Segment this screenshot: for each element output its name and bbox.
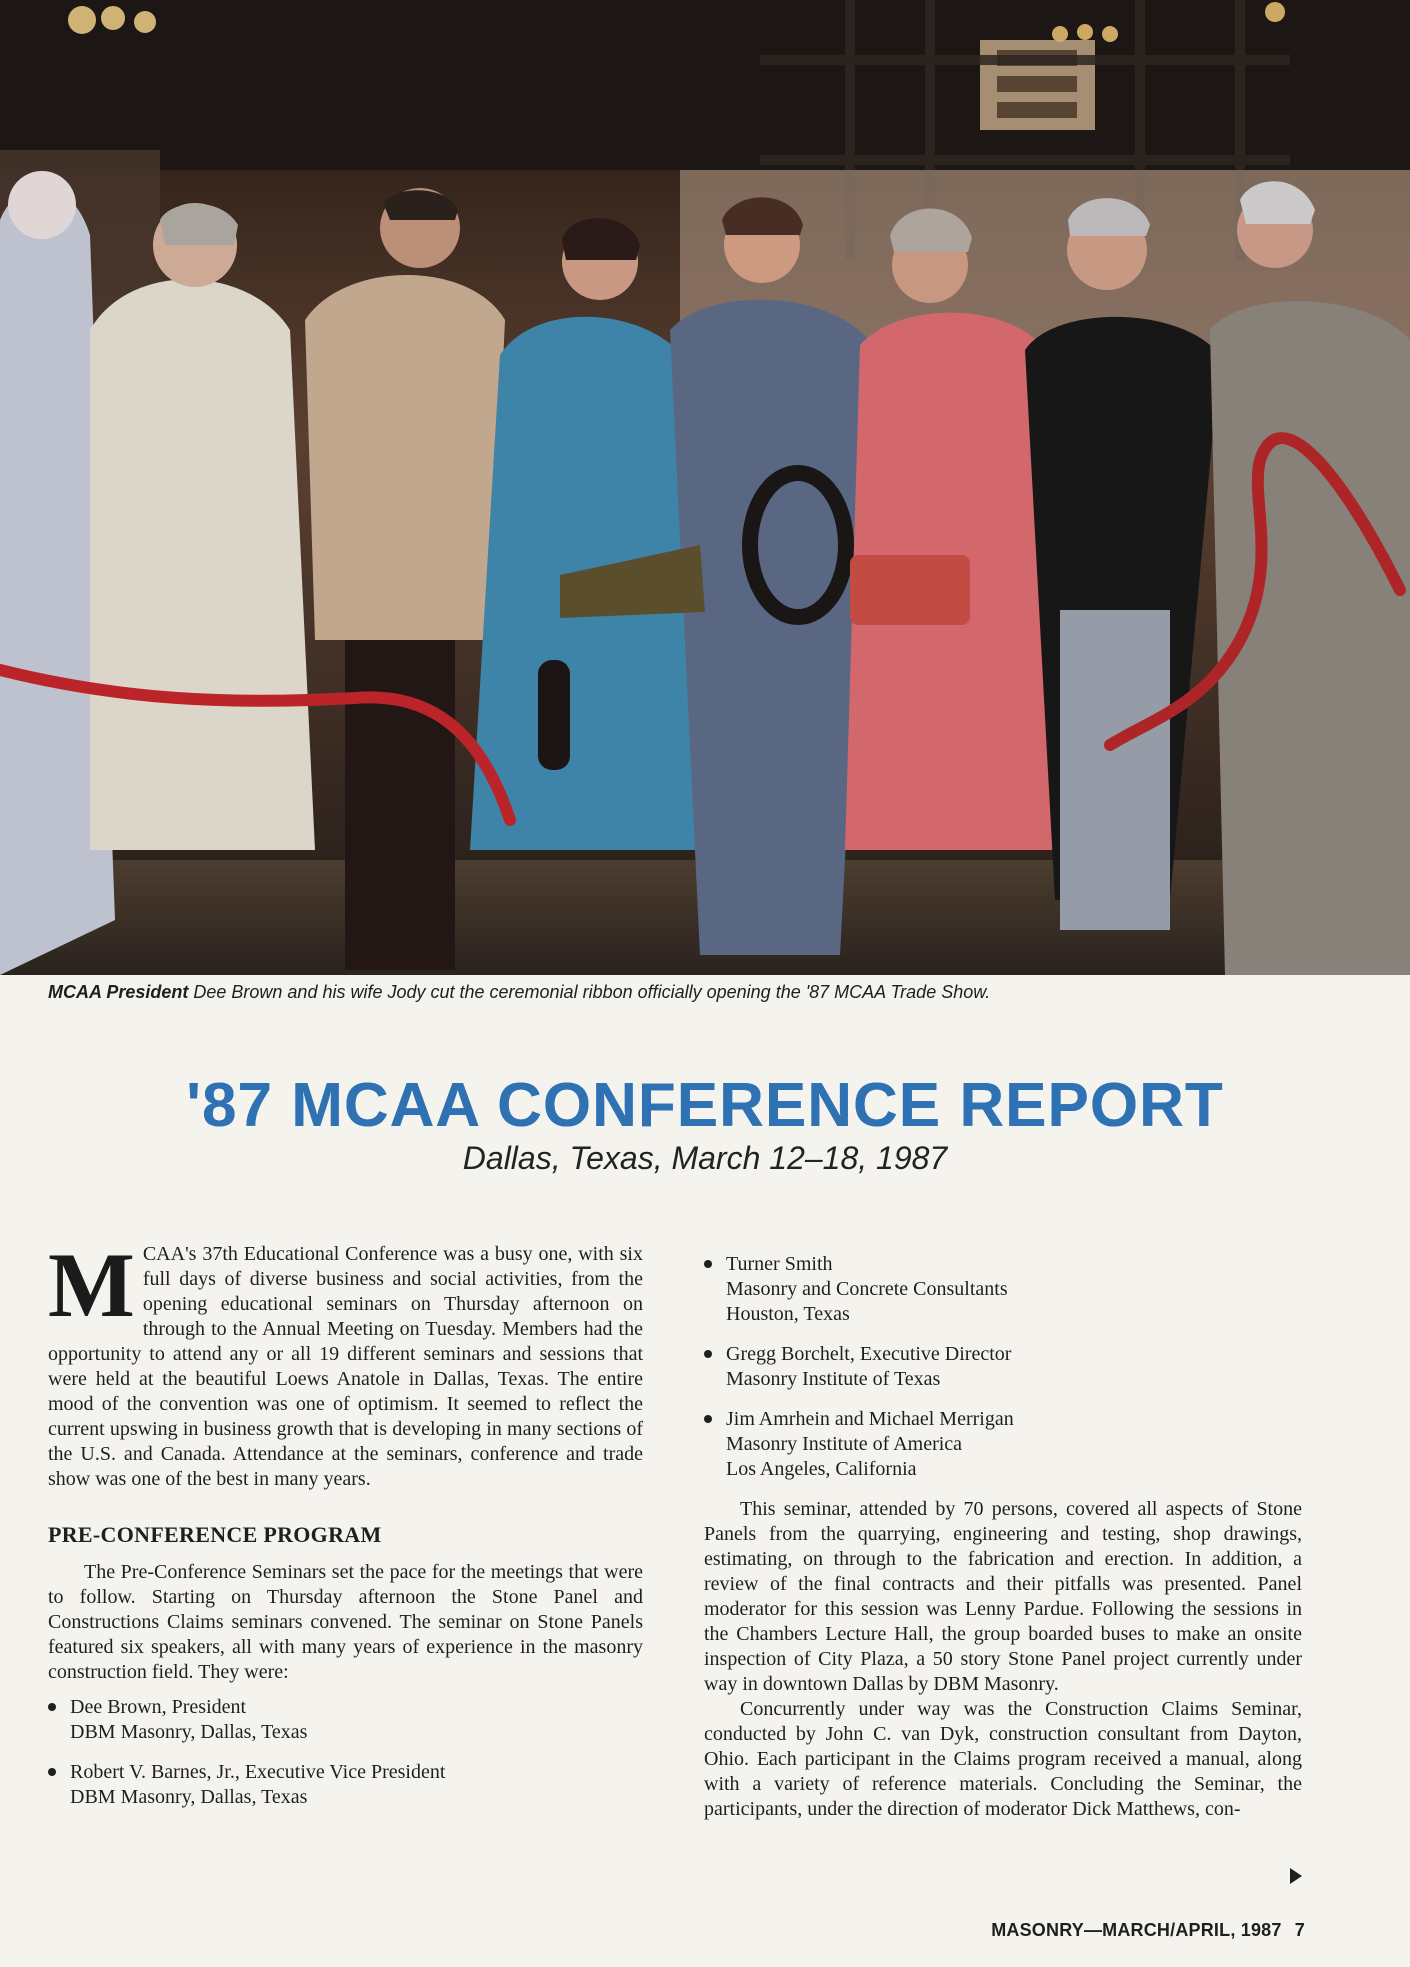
speaker-item (704, 1252, 1302, 1327)
speaker-line: Gregg Borchelt, Executive Director (726, 1343, 1012, 1365)
left-column (48, 1234, 643, 1825)
continue-arrow-icon (1290, 1868, 1302, 1884)
speaker-line: DBM Masonry, Dallas, Texas (70, 1786, 308, 1808)
article-subtitle: Dallas, Texas, March 12–18, 1987 (462, 1140, 948, 1176)
bullet-icon (48, 1768, 56, 1776)
speaker-line: Houston, Texas (726, 1303, 850, 1325)
intro-paragraph (48, 1234, 643, 1492)
speaker-list-right (704, 1252, 1302, 1482)
speaker-line: Dee Brown, President (70, 1696, 247, 1718)
right-paragraph-2: Concurrently under way was the Construction Claims Seminar, conducted by John C. van Dyk, construction consultant from Dayton, Ohio. Each participant in the Claims program received a manual, along with a variety of reference materials. Concluding the Seminar, the participants, under the direction of moderator Dick Matthews, con- (704, 1698, 1302, 1820)
speaker-line: DBM Masonry, Dallas, Texas (70, 1721, 308, 1743)
page-number: 7 (1294, 1920, 1305, 1940)
bullet-icon (704, 1350, 712, 1358)
page-footer (955, 1918, 1305, 1942)
speaker-list-left (48, 1695, 643, 1810)
section-heading: PRE-CONFERENCE PROGRAM (48, 1522, 382, 1547)
right-paragraph-1: This seminar, attended by 70 persons, covered all aspects of Stone Panels from the quarrying, engineering and testing, shop drawings, estimating, on through to the fabrication and erection. In addition, a review of the final contracts and their pitfalls was presented. Panel moderator for this session was Lenny Pardue. Following the sessions in the Chambers Lecture Hall, the group boarded buses to make an onsite inspection of City Plaza, a 50 story Stone Panel project currently under way in downtown Dallas by DBM Masonry. (704, 1498, 1302, 1695)
ribbon-cutting-photo (0, 0, 1410, 975)
speaker-line: Turner Smith (726, 1253, 833, 1275)
photo-caption-rest: Dee Brown and his wife Jody cut the ceremonial ribbon officially opening the '87 MCAA Trade Show. (193, 982, 991, 1002)
speaker-line: Robert V. Barnes, Jr., Executive Vice President (70, 1761, 446, 1783)
speaker-line: Los Angeles, California (726, 1458, 917, 1480)
publication-label: MASONRY—MARCH/APRIL, 1987 (991, 1920, 1282, 1940)
speaker-line: Masonry Institute of America (726, 1433, 963, 1455)
photo-caption (48, 980, 1368, 1004)
speaker-line: Masonry Institute of Texas (726, 1368, 941, 1390)
ribbon-cutting-photo-art (0, 0, 1410, 975)
article-title: '87 MCAA CONFERENCE REPORT (186, 1071, 1224, 1140)
speaker-line: Masonry and Concrete Consultants (726, 1278, 1008, 1300)
speaker-item (704, 1342, 1302, 1392)
bullet-icon (48, 1703, 56, 1711)
section-paragraph: The Pre-Conference Seminars set the pace for the meetings that were to follow. Starting on Thursday afternoon the Stone Panel and Constructions Claims seminars convened. The seminar on Stone Panels featured six speakers, all with many years of experience in the masonry construction field. They were: (48, 1561, 643, 1683)
right-column (704, 1242, 1302, 1822)
speaker-line: Jim Amrhein and Michael Merrigan (726, 1408, 1014, 1430)
speaker-item (48, 1760, 643, 1810)
intro-text: CAA's 37th Educational Conference was a busy one, with six full days of diverse business and social activities, from the opening educational seminars on Thursday afternoon on through to the Annual Meeting on Tuesday. Members had the opportunity to attend any or all 19 different seminars and sessions that were held at the beautiful Loews Anatole in Dallas, Texas. The entire mood of the convention was one of optimism. It seemed to reflect the current upswing in business growth that is developing in many sections of the U.S. and Canada. Attendance at the seminars, conference and trade show was one of the best in many years. (48, 1243, 643, 1490)
speaker-item (704, 1407, 1302, 1482)
photo-caption-bold: MCAA President (48, 982, 189, 1002)
bullet-icon (704, 1260, 712, 1268)
bullet-icon (704, 1415, 712, 1423)
speaker-item (48, 1695, 643, 1745)
dropcap-letter: M (48, 1234, 135, 1336)
